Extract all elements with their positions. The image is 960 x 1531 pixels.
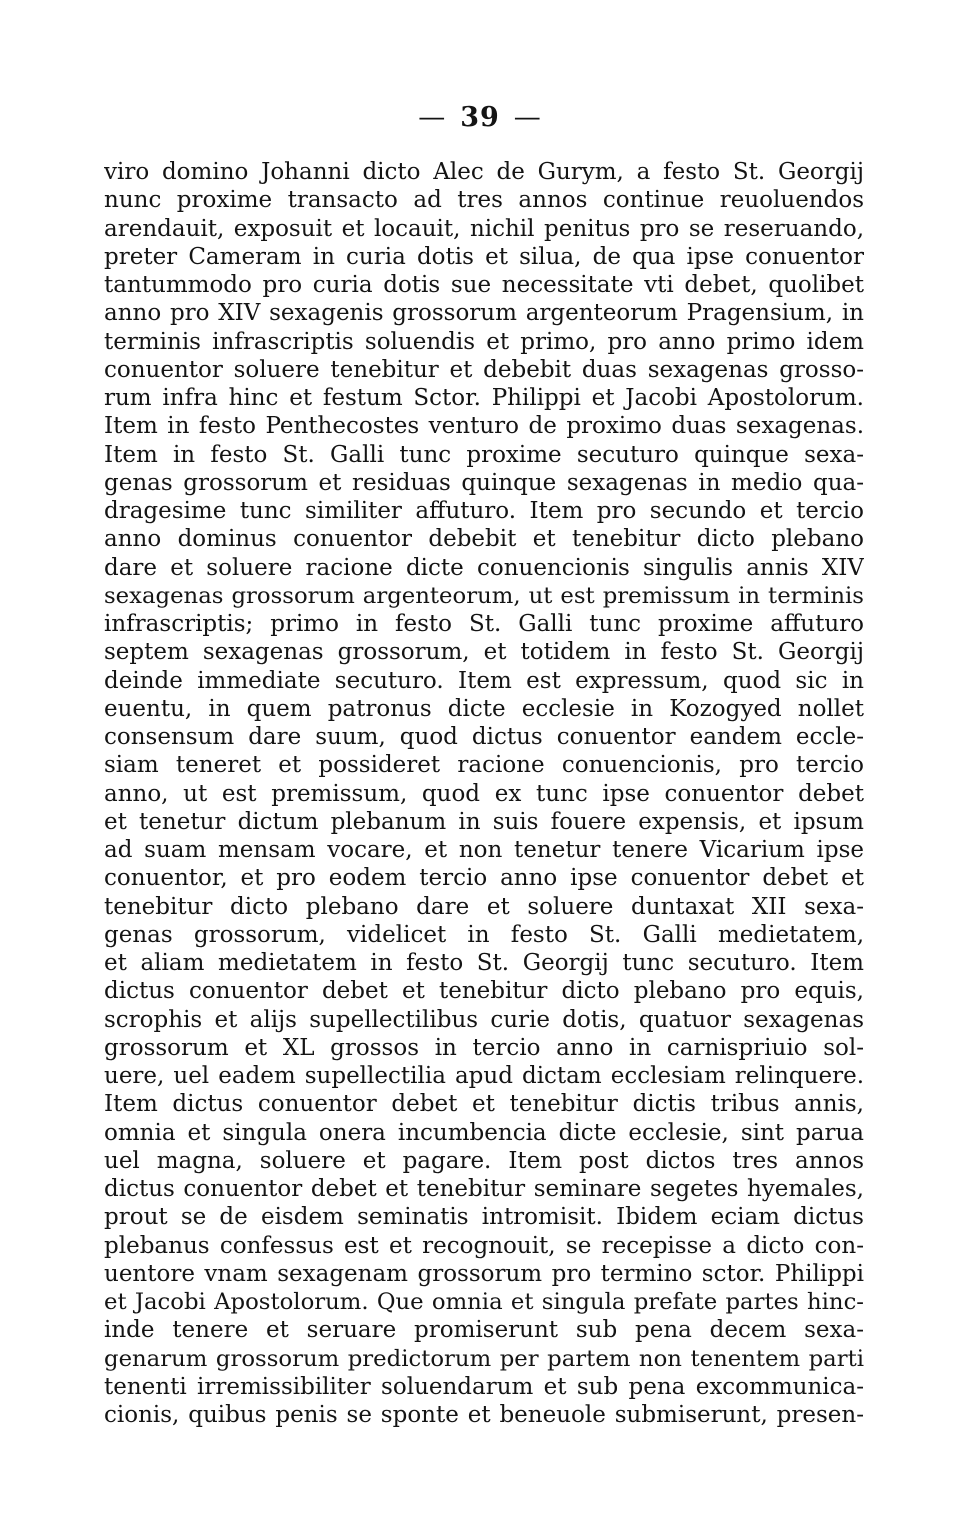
text-line: arendauit, exposuit et locauit, nichil penitus pro se reseruando, — [104, 215, 864, 242]
page-number-header — [0, 100, 960, 136]
text-line: anno pro XIV sexagenis grossorum argenteorum Pragensium, in — [104, 300, 864, 327]
text-line: omnia et singula onera incumbencia dicte ecclesie, sint parua — [104, 1119, 864, 1146]
text-line: inde tenere et seruare promiserunt sub pena decem sexa- — [104, 1317, 864, 1344]
text-line: conuentor, et pro eodem tercio anno ipse conuentor debet et — [104, 865, 864, 892]
text-line: preter Cameram in curia dotis et silua, de qua ipse conuentor — [104, 243, 864, 270]
text-line: uel magna, soluere et pagare. Item post dictos tres annos — [104, 1147, 864, 1174]
text-line: euentu, in quem patronus dicte ecclesie in Kozogyed nollet — [104, 695, 864, 722]
text-line: deinde immediate secuturo. Item est expressum, quod sic in — [104, 667, 864, 694]
text-line: grossorum et XL grossos in tercio anno in carnispriuio sol- — [104, 1034, 864, 1061]
text-line: ad suam mensam vocare, et non tenetur tenere Vicarium ipse — [104, 837, 864, 863]
text-line: Item in festo St. Galli tunc proxime secuturo quinque sexa- — [104, 441, 864, 468]
text-line: genas grossorum et residuas quinque sexagenas in medio qua- — [104, 469, 864, 496]
text-line: cionis, quibus penis se sponte et beneuole submiserunt, presen- — [104, 1402, 864, 1428]
text-line: rum infra hinc et festum Sctor. Philippi et Jacobi Apostolorum. — [104, 385, 864, 411]
text-line: prout se de eisdem seminatis intromisit. Ibidem eciam dictus — [104, 1204, 864, 1231]
text-line: et aliam medietatem in festo St. Georgij tunc secuturo. Item — [104, 950, 864, 976]
page-number-dash-right: — — [513, 102, 542, 133]
text-line: sexagenas grossorum argenteorum, ut est premissum in terminis — [104, 582, 864, 609]
text-line: consensum dare suum, quod dictus conuentor eandem eccle- — [104, 724, 864, 750]
text-line: uere, uel eadem supellectilia apud dictam ecclesiam relinquere. — [104, 1063, 864, 1089]
text-line: scrophis et alijs supellectilibus curie dotis, quatuor sexagenas — [104, 1006, 864, 1033]
text-line: plebanus confessus est et recognouit, se recepisse a dicto con- — [104, 1232, 864, 1259]
body-text — [104, 158, 864, 1429]
text-line: dragesime tunc similiter affuturo. Item pro secundo et tercio — [104, 498, 864, 524]
text-line: uentore vnam sexagenam grossorum pro termino sctor. Philippi — [104, 1260, 864, 1287]
text-line: Item dictus conuentor debet et tenebitur dictis tribus annis, — [104, 1091, 864, 1118]
text-line: dictus conuentor debet et tenebitur dicto plebano pro equis, — [104, 978, 864, 1005]
text-line: anno, ut est premissum, quod ex tunc ipse conuentor debet — [104, 780, 864, 807]
text-line: et tenetur dictum plebanum in suis fouere expensis, et ipsum — [104, 808, 864, 835]
page-number-dash-left: — — [418, 102, 447, 133]
text-line: tenenti irremissibiliter soluendarum et sub pena excommunica- — [104, 1373, 864, 1400]
text-line: dare et soluere racione dicte conuencionis singulis annis XIV — [104, 554, 864, 581]
text-line: tenebitur dicto plebano dare et soluere duntaxat XII sexa- — [104, 893, 864, 920]
text-line: septem sexagenas grossorum, et totidem in festo St. Georgij — [104, 639, 864, 666]
text-line: et Jacobi Apostolorum. Que omnia et singula prefate partes hinc- — [104, 1289, 864, 1315]
text-line: conuentor soluere tenebitur et debebit duas sexagenas grosso- — [104, 356, 864, 383]
text-line: siam teneret et possideret racione conuencionis, pro tercio — [104, 752, 864, 779]
text-line: anno dominus conuentor debebit et tenebitur dicto plebano — [104, 526, 864, 553]
text-line: nunc proxime transacto ad tres annos continue reuoluendos — [104, 187, 864, 214]
page-number: 39 — [460, 102, 500, 133]
text-line: Item in festo Penthecostes venturo de proximo duas sexagenas. — [104, 413, 864, 440]
text-line: tantummodo pro curia dotis sue necessitate vti debet, quolibet — [104, 272, 864, 298]
text-line: viro domino Johanni dicto Alec de Gurym, a festo St. Georgij — [104, 159, 864, 185]
text-line: genarum grossorum predictorum per partem non tenentem parti — [104, 1345, 864, 1372]
text-line: dictus conuentor debet et tenebitur seminare segetes hyemales, — [104, 1176, 864, 1202]
text-line: infrascriptis; primo in festo St. Galli tunc proxime affuturo — [104, 611, 864, 637]
text-line: terminis infrascriptis soluendis et primo, pro anno primo idem — [104, 328, 864, 355]
text-line: genas grossorum, videlicet in festo St. Galli medietatem, — [104, 921, 864, 948]
